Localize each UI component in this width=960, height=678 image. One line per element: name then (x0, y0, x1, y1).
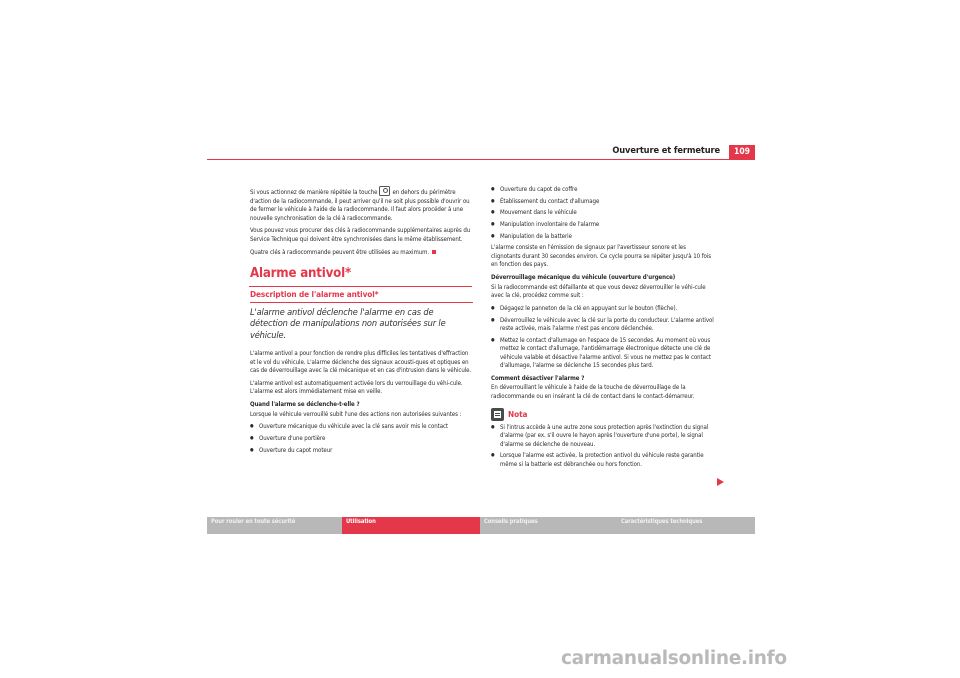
note-item: ● Lorsque l'alarme est activée, la protection antivol du véhicule reste garantie même si la batterie est débranchée ou hors fonction. (491, 452, 715, 469)
list-item: ● Ouverture du capot de coffre (491, 186, 715, 195)
subtopic-text-when: Lorsque le véhicule verrouillé subit l'une des actions non autorisées suivantes : (250, 410, 462, 418)
body-paragraph-2: L'alarme antivol est automatiquement activée lors du verrouillage du véhi-cule. L'alarme est alors immédiatement mise en veille. (250, 379, 463, 396)
intro-paragraph-2: Vous pouvez vous procurer des clés à radiocommande supplémentaires auprès du Service Technique qui doivent être synchronisées dans le même établissement. (250, 227, 471, 243)
note-icon (491, 408, 504, 421)
body-paragraph-1: L'alarme antivol a pour fonction de rendre plus difficiles les tentatives d'effraction et le vol du véhicule. L'alarme déclenche des signaux acousti-ques et optiques en cas de déverrouillage avec la clé mécanique et en cas d'intrusion dans le véhicule. (250, 350, 472, 375)
tab-technical-specs[interactable]: Caractéristiques techniques (617, 517, 755, 534)
chapter-heading: Alarme antivol* (250, 266, 351, 282)
tab-safety[interactable]: Pour rouler en toute sécurité (207, 517, 342, 534)
page-number: 109 (729, 145, 755, 160)
right-column (491, 186, 715, 472)
subtopic-text-mechanical: Si la radiocommande est défaillante et que vous devez déverrouiller le véhi-cule avec la clé, procédez comme suit : (491, 283, 706, 300)
list-item: ● Mettez le contact d'allumage en l'espace de 15 secondes. Au moment où vous mettez le contact d'allumage, l'antidémarrage électronique détecte une clé de véhicule valable et désactive l'alarme antivol. Si vous ne mettez pas le contact d'allumage, l'alarme se déclenche 15 secondes plus tard. (491, 337, 715, 371)
intro-paragraph-3 (250, 249, 472, 258)
list-item: ● Mouvement dans le véhicule (491, 209, 715, 218)
subtopic-title-mechanical: Déverrouillage mécanique du véhicule (ouverture d'urgence) (491, 274, 676, 282)
left-column (250, 186, 472, 458)
section-end-marker (432, 250, 436, 254)
tab-practical-tips[interactable]: Conseils pratiques (480, 517, 617, 534)
alarm-signal-paragraph: L'alarme consiste en l'émission de signaux par l'avertisseur sonore et les clignotants durant 30 secondes environ. Ce cycle pourra se répéter jusqu'à 10 fois en fonction des pays. (491, 244, 712, 269)
list-item: ● Manipulation de la batterie (491, 233, 715, 242)
section-heading-rule (250, 302, 473, 303)
list-item: ● Manipulation involontaire de l'alarme (491, 221, 715, 230)
tab-usage[interactable]: Utilisation (342, 517, 480, 534)
note-header (491, 408, 715, 421)
continue-arrow-icon[interactable] (717, 478, 724, 486)
header-divider (207, 159, 755, 160)
section-heading: Description de l'alarme antivol* (250, 289, 379, 300)
intro-paragraph-1 (250, 186, 472, 223)
list-item: ● Déverrouillez le véhicule avec la clé sur la porte du conducteur. L'alarme antivol reste activée, mais l'alarme n'est pas encore déclenchée. (491, 317, 715, 334)
subtopic-title-deactivate: Comment désactiver l'alarme ? (491, 374, 585, 382)
watermark: carmanualsonline.info (561, 648, 787, 669)
list-item: ● Dégagez le panneton de la clé en appuyant sur le bouton (flèche). (491, 305, 715, 314)
lock-key-icon (379, 186, 390, 196)
section-title: Ouverture et fermeture (612, 145, 720, 156)
intro-text-b: en dehors du périmètre d'action de la radiocommande, il peut arriver qu'il ne soit plus possible d'ouvrir ou de fermer le véhicule à l'aide de la radiocommande. Il faut alors procéder à une nouvelle synchronisation de la clé à radiocommande. (250, 189, 470, 222)
note-item: ● Si l'intrus accède à une autre zone sous protection après l'extinction du signal d'alarme (par ex. s'il ouvre le hayon après l'ouverture d'une porte), le signal d'alarme se déclenche de nouveau. (491, 424, 715, 450)
note-label: Nota (508, 408, 528, 419)
intro-text-a: Si vous actionnez de manière répétée la touche (250, 189, 378, 196)
intro-text-3: Quatre clés à radiocommande peuvent être utilisées au maximum. (250, 248, 430, 256)
subtopic-title-when: Quand l'alarme se déclenche-t-elle ? (250, 401, 360, 409)
list-item: ● Ouverture mécanique du véhicule avec la clé sans avoir mis le contact (250, 423, 472, 432)
subtopic-text-deactivate: En déverrouillant le véhicule à l'aide de la touche de déverrouillage de la radiocommande ou en insérant la clé de contact dans le contact-démarreur. (491, 384, 695, 400)
list-item: ● Établissement du contact d'allumage (491, 198, 715, 207)
lead-paragraph: L'alarme antivol déclenche l'alarme en cas de détection de manipulations non autorisées sur le véhicule. (250, 306, 446, 341)
chapter-heading-rule (249, 286, 472, 287)
list-item: ● Ouverture du capot moteur (250, 447, 472, 456)
list-item: ● Ouverture d'une portière (250, 435, 472, 444)
